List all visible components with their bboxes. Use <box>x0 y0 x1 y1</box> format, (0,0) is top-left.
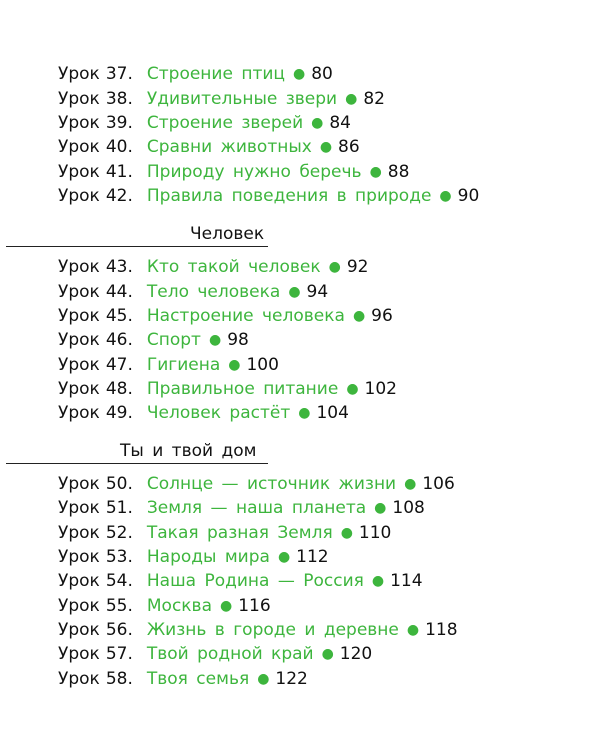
lesson-number: 47. <box>105 355 133 375</box>
bullet-dot-icon: ● <box>228 357 241 373</box>
lesson-label: Урок <box>58 355 100 375</box>
page-number: 94 <box>306 282 329 302</box>
page-number: 114 <box>390 571 423 591</box>
lesson-label: Урок <box>58 282 100 302</box>
bullet-dot-icon: ● <box>352 308 366 324</box>
lesson-number: 45. <box>105 306 133 326</box>
toc-entry[interactable] <box>58 87 385 111</box>
lesson-title: Твоя семья <box>146 669 250 689</box>
lesson-number: 56. <box>105 620 133 640</box>
toc-entry[interactable] <box>58 496 425 520</box>
bullet-dot-icon: ● <box>369 164 382 180</box>
toc-entry[interactable] <box>58 280 328 304</box>
bullet-dot-icon: ● <box>321 646 334 662</box>
lesson-label: Урок <box>58 523 100 543</box>
toc-entry[interactable] <box>58 569 423 593</box>
page-number: 88 <box>387 162 410 182</box>
lesson-label: Урок <box>58 162 100 182</box>
lesson-title: Наша Родина — Россия <box>146 571 364 591</box>
page-number: 106 <box>422 474 455 494</box>
bullet-dot-icon: ● <box>319 139 333 155</box>
page-number: 98 <box>227 330 249 350</box>
bullet-dot-icon: ● <box>208 332 222 348</box>
lesson-label: Урок <box>58 571 100 591</box>
lesson-title: Тело человека <box>146 282 281 302</box>
page-number: 92 <box>346 257 369 277</box>
lesson-title: Строение птиц <box>146 64 285 84</box>
lesson-number: 44. <box>105 282 133 302</box>
section-heading-human: Человек <box>190 224 265 244</box>
toc-entry[interactable] <box>58 353 279 377</box>
bullet-dot-icon: ● <box>374 500 387 516</box>
page-number: 100 <box>246 355 279 375</box>
toc-entry[interactable] <box>58 135 360 159</box>
toc-entry[interactable] <box>58 618 458 642</box>
lesson-label: Урок <box>58 474 100 494</box>
lesson-title: Народы мира <box>146 547 270 567</box>
lesson-title: Гигиена <box>146 355 221 375</box>
bullet-dot-icon: ● <box>340 525 353 541</box>
lesson-number: 52. <box>105 523 133 543</box>
lesson-title: Правила поведения в природе <box>146 186 432 206</box>
lesson-number: 42. <box>105 186 133 206</box>
lesson-title: Твой родной край <box>146 644 314 664</box>
toc-entry[interactable] <box>58 111 351 135</box>
toc-entry[interactable] <box>58 328 249 352</box>
lesson-number: 39. <box>105 113 133 133</box>
page-number: 110 <box>358 523 392 543</box>
lesson-number: 50. <box>105 474 133 494</box>
lesson-number: 38. <box>105 89 133 109</box>
page-number: 86 <box>338 137 360 157</box>
lesson-number: 41. <box>105 162 133 182</box>
toc-entry[interactable] <box>58 160 409 184</box>
lesson-title: Спорт <box>146 330 201 350</box>
lesson-title: Настроение человека <box>146 306 345 326</box>
toc-entry[interactable] <box>58 472 455 496</box>
lesson-label: Урок <box>58 89 100 109</box>
lesson-label: Урок <box>58 137 100 157</box>
lesson-number: 51. <box>105 498 133 518</box>
toc-entry[interactable] <box>58 184 479 208</box>
page-number: 118 <box>425 620 458 640</box>
lesson-label: Урок <box>58 64 100 84</box>
lesson-title: Кто такой человек <box>146 257 321 277</box>
lesson-number: 58. <box>105 669 133 689</box>
lesson-label: Урок <box>58 379 100 399</box>
toc-entry[interactable] <box>58 642 372 666</box>
bullet-dot-icon: ● <box>371 573 385 589</box>
bullet-dot-icon: ● <box>311 115 324 131</box>
lesson-label: Урок <box>58 669 100 689</box>
page-number: 112 <box>296 547 329 567</box>
lesson-title: Сравни животных <box>146 137 312 157</box>
page-number: 90 <box>457 186 480 206</box>
page-number: 102 <box>364 379 397 399</box>
page-number: 82 <box>363 89 385 109</box>
page-number: 122 <box>275 669 308 689</box>
page-number: 116 <box>238 596 271 616</box>
lesson-label: Урок <box>58 644 100 664</box>
bullet-dot-icon: ● <box>439 188 452 204</box>
page-number: 104 <box>316 403 349 423</box>
lesson-number: 53. <box>105 547 133 567</box>
lesson-number: 57. <box>105 644 133 664</box>
bullet-dot-icon: ● <box>288 284 301 300</box>
lesson-number: 46. <box>105 330 133 350</box>
bullet-dot-icon: ● <box>346 381 359 397</box>
toc-entry[interactable] <box>58 667 308 691</box>
toc-entry[interactable] <box>58 521 391 545</box>
toc-entry[interactable] <box>58 304 393 328</box>
lesson-label: Урок <box>58 596 100 616</box>
bullet-dot-icon: ● <box>328 259 341 275</box>
toc-entry[interactable] <box>58 255 368 279</box>
page-number: 120 <box>339 644 373 664</box>
page-number: 84 <box>329 113 351 133</box>
lesson-number: 48. <box>105 379 133 399</box>
lesson-label: Урок <box>58 113 100 133</box>
lesson-number: 49. <box>105 403 133 423</box>
lesson-title: Москва <box>146 596 212 616</box>
bullet-dot-icon: ● <box>277 549 291 565</box>
toc-entry[interactable] <box>58 377 397 401</box>
toc-entry[interactable] <box>58 545 329 569</box>
lesson-title: Строение зверей <box>146 113 304 133</box>
page-number: 80 <box>311 64 333 84</box>
bullet-dot-icon: ● <box>292 66 306 82</box>
lesson-title: Человек растёт <box>146 403 291 423</box>
lesson-title: Удивительные звери <box>146 89 338 109</box>
bullet-dot-icon: ● <box>298 405 311 421</box>
lesson-number: 40. <box>105 137 133 157</box>
bullet-dot-icon: ● <box>220 598 233 614</box>
bullet-dot-icon: ● <box>406 622 420 638</box>
lesson-label: Урок <box>58 186 100 206</box>
lesson-title: Правильное питание <box>146 379 339 399</box>
lesson-title: Жизнь в городе и деревне <box>146 620 399 640</box>
page-number: 96 <box>371 306 393 326</box>
lesson-number: 55. <box>105 596 133 616</box>
lesson-label: Урок <box>58 547 100 567</box>
page-number: 108 <box>392 498 425 518</box>
lesson-title: Солнце — источник жизни <box>146 474 397 494</box>
lesson-label: Урок <box>58 330 100 350</box>
bullet-dot-icon: ● <box>345 91 358 107</box>
lesson-label: Урок <box>58 620 100 640</box>
toc-entry[interactable] <box>58 594 271 618</box>
toc-entry[interactable] <box>58 62 333 86</box>
lesson-label: Урок <box>58 257 100 277</box>
section-divider <box>6 463 268 464</box>
section-divider <box>6 246 268 247</box>
toc-entry[interactable] <box>58 401 349 425</box>
lesson-label: Урок <box>58 403 100 423</box>
lesson-title: Земля — наша планета <box>146 498 367 518</box>
bullet-dot-icon: ● <box>404 476 417 492</box>
lesson-number: 37. <box>105 64 133 84</box>
section-heading-home: Ты и твой дом <box>120 441 257 461</box>
bullet-dot-icon: ● <box>257 671 270 687</box>
lesson-label: Урок <box>58 498 100 518</box>
lesson-label: Урок <box>58 306 100 326</box>
lesson-number: 43. <box>105 257 133 277</box>
lesson-number: 54. <box>105 571 133 591</box>
lesson-title: Такая разная Земля <box>146 523 333 543</box>
lesson-title: Природу нужно беречь <box>146 162 362 182</box>
